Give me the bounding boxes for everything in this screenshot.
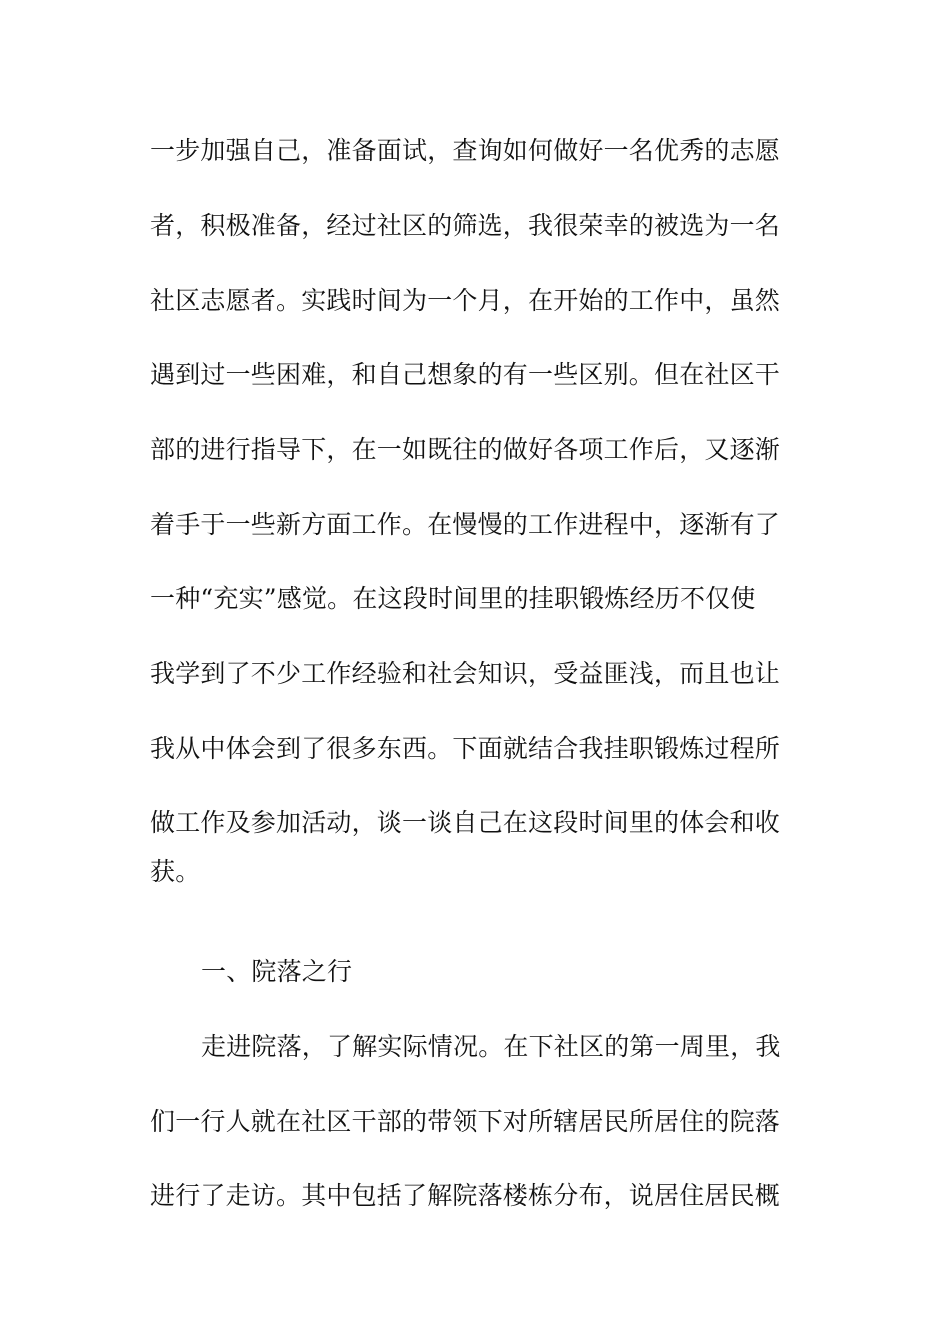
paragraph-line: 社区志愿者。实践时间为一个月，在开始的工作中，虽然: [150, 286, 781, 315]
paragraph-line: 做工作及参加活动，谈一谈自己在这段时间里的体会和收: [150, 808, 781, 837]
paragraph-line: 一步加强自己，准备面试，查询如何做好一名优秀的志愿: [150, 136, 781, 165]
paragraph-line: 进行了走访。其中包括了解院落楼栋分布，说居住居民概: [150, 1181, 781, 1210]
paragraph-line: 我学到了不少工作经验和社会知识，受益匪浅，而且也让: [150, 659, 781, 688]
paragraph-line: 着手于一些新方面工作。在慢慢的工作进程中，逐渐有了: [150, 510, 781, 539]
paragraph-line: 们一行人就在社区干部的带领下对所辖居民所居住的院落: [150, 1107, 781, 1136]
section-heading: 一、院落之行: [201, 957, 353, 986]
paragraph-line: 获。: [150, 857, 201, 886]
paragraph-line: 部的进行指导下，在一如既往的做好各项工作后，又逐渐: [150, 435, 781, 464]
paragraph-line: 一种“充实”感觉。在这段时间里的挂职锻炼经历不仅使: [150, 584, 756, 613]
paragraph-line: 遇到过一些困难，和自己想象的有一些区别。但在社区干: [150, 360, 781, 389]
paragraph-line: 我从中体会到了很多东西。下面就结合我挂职锻炼过程所: [150, 734, 781, 763]
paragraph-line: 走进院落，了解实际情况。在下社区的第一周里，我: [201, 1032, 781, 1061]
paragraph-line: 者，积极准备，经过社区的筛选，我很荣幸的被选为一名: [150, 211, 781, 240]
